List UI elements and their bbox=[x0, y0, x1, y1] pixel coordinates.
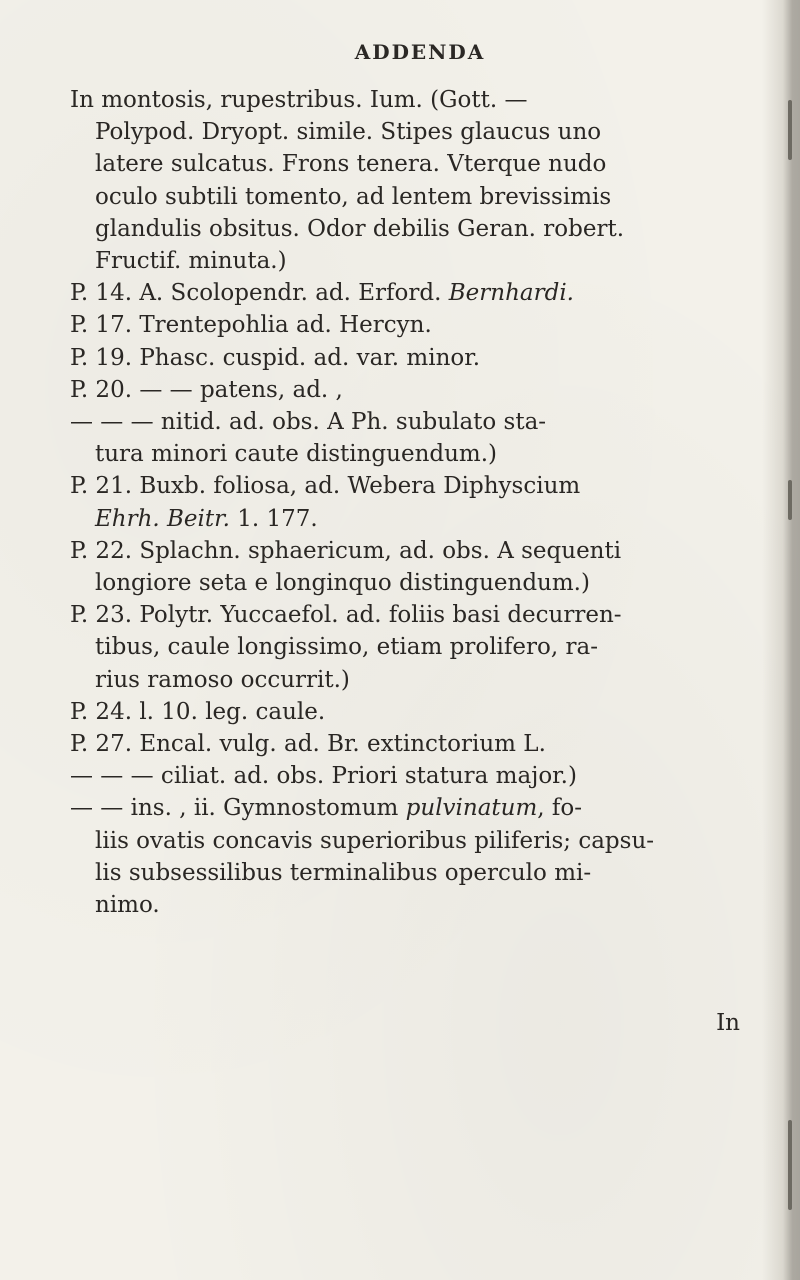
text-run: P. 27. Encal. vulg. ad. Br. extinctorium L. bbox=[70, 731, 546, 758]
text-line bbox=[70, 213, 770, 245]
text-run: P. 17. Trentepohlia ad. Hercyn. bbox=[70, 312, 432, 339]
text-line bbox=[70, 567, 770, 599]
body-text bbox=[70, 84, 770, 921]
text-run: P. 23. Polytr. Yuccaefol. ad. foliis basi decurren- bbox=[70, 602, 622, 629]
text-line bbox=[70, 503, 770, 535]
text-line bbox=[70, 631, 770, 663]
text-run: tibus, caule longissimo, etiam prolifero, ra- bbox=[95, 634, 598, 661]
edge-mark bbox=[788, 1120, 792, 1210]
text-line bbox=[70, 342, 770, 374]
italic-text: pulvinatum bbox=[405, 795, 538, 822]
entry bbox=[70, 599, 770, 696]
entry bbox=[70, 728, 770, 760]
text-run: — — — ciliat. ad. obs. Priori statura major.) bbox=[70, 763, 577, 790]
entry bbox=[70, 696, 770, 728]
entry bbox=[70, 84, 770, 277]
text-run: Polypod. Dryopt. simile. Stipes glaucus uno bbox=[95, 119, 602, 146]
edge-mark bbox=[788, 480, 792, 520]
text-line bbox=[70, 728, 770, 760]
text-line bbox=[70, 309, 770, 341]
text-line bbox=[70, 664, 770, 696]
catchword: In bbox=[716, 1010, 740, 1036]
text-run: In montosis, rupestribus. Ium. (Gott. — bbox=[70, 87, 528, 113]
text-run: P. 22. Splachn. sphaericum, ad. obs. A sequenti bbox=[70, 537, 622, 564]
text-line bbox=[70, 470, 770, 502]
text-run: lis subsessilibus terminalibus operculo mi- bbox=[95, 859, 592, 886]
text-run: Fructif. minuta.) bbox=[95, 248, 287, 275]
text-run: latere sulcatus. Frons tenera. Vterque nudo bbox=[95, 151, 607, 178]
entry bbox=[70, 760, 770, 792]
italic-text: Ehrh. Beitr. bbox=[95, 505, 230, 532]
text-run: , fo- bbox=[537, 795, 583, 822]
text-line bbox=[70, 857, 770, 889]
entry bbox=[70, 406, 770, 470]
text-run: P. 21. Buxb. foliosa, ad. Webera Diphyscium bbox=[70, 473, 581, 500]
text-run: P. 20. — — patens, ad. , bbox=[70, 376, 343, 403]
entry bbox=[70, 792, 770, 921]
text-line bbox=[70, 535, 770, 567]
text-line bbox=[70, 825, 770, 857]
running-head: ADDENDA bbox=[354, 40, 486, 64]
text-run: P. 24. l. 10. leg. caule. bbox=[70, 698, 326, 725]
entry bbox=[70, 470, 770, 534]
text-run: — — — nitid. ad. obs. A Ph. subulato sta- bbox=[70, 409, 547, 436]
entry bbox=[70, 535, 770, 599]
text-line bbox=[70, 181, 770, 213]
text-run: 1. 177. bbox=[229, 505, 318, 532]
text-line bbox=[70, 406, 770, 438]
edge-mark bbox=[788, 100, 792, 160]
text-line bbox=[70, 116, 770, 148]
text-run: — — ins. , ii. Gymnostomum bbox=[70, 795, 406, 822]
text-line bbox=[70, 889, 770, 921]
text-line bbox=[70, 374, 770, 406]
text-run: P. 19. Phasc. cuspid. ad. var. minor. bbox=[70, 344, 481, 371]
text-run: rius ramoso occurrit.) bbox=[95, 666, 350, 693]
text-run: glandulis obsitus. Odor debilis Geran. robert. bbox=[95, 215, 624, 242]
text-line bbox=[70, 696, 770, 728]
entry bbox=[70, 342, 770, 374]
text-run: liis ovatis concavis superioribus piliferis; capsu- bbox=[95, 827, 655, 854]
text-run: P. 14. A. Scolopendr. ad. Erford. bbox=[70, 280, 449, 307]
text-line bbox=[70, 599, 770, 631]
text-line bbox=[70, 148, 770, 180]
entry bbox=[70, 309, 770, 341]
text-line bbox=[70, 438, 770, 470]
entry bbox=[70, 374, 770, 406]
text-line bbox=[70, 792, 770, 824]
italic-text: Bernhardi. bbox=[448, 280, 574, 307]
text-line bbox=[70, 84, 770, 116]
text-run: nimo. bbox=[95, 892, 160, 919]
text-run: longiore seta e longinquo distinguendum.) bbox=[95, 570, 590, 597]
text-run: tura minori caute distinguendum.) bbox=[95, 441, 498, 468]
text-line bbox=[70, 245, 770, 277]
text-run: oculo subtili tomento, ad lentem brevissimis bbox=[95, 183, 612, 210]
entry bbox=[70, 277, 770, 309]
text-line bbox=[70, 760, 770, 792]
text-line bbox=[70, 277, 770, 309]
